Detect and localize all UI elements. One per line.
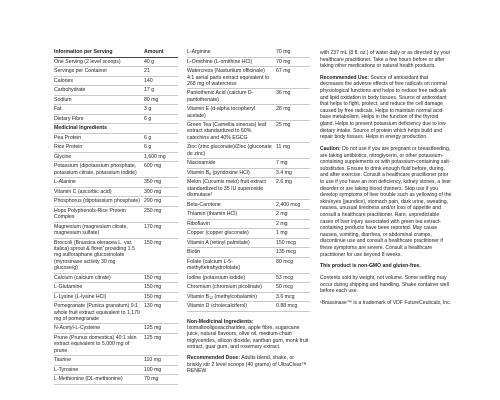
use-heading: Recommended Use: bbox=[320, 74, 369, 81]
ingredient-name: Vitamin A (retinyl palmitate) bbox=[187, 239, 250, 246]
ingredient-amount: 70 mg bbox=[276, 49, 291, 56]
ingredient-amount: 70 mg bbox=[276, 58, 291, 65]
ingredient-name: Rice Protein bbox=[54, 144, 83, 151]
ingredient-name: L-Arginine bbox=[187, 49, 211, 56]
table-row bbox=[187, 248, 310, 258]
vitamin-subscript: 12 bbox=[209, 295, 214, 300]
table-row bbox=[54, 223, 178, 239]
table-row bbox=[187, 302, 310, 312]
packaging-note: Contents sold by weight, not volume. Some settling may occur during shipping and handling. Shake container well before each use. bbox=[320, 274, 449, 295]
table-row bbox=[187, 89, 310, 105]
nutrition-table-left bbox=[54, 48, 178, 385]
ingredient-name: Vitamin D (cholecalciferol) bbox=[187, 303, 248, 310]
ingredient-amount: 2.6 mg bbox=[276, 179, 292, 186]
ingredient-name: Prune (Prunus domestica) 40:1 skin extract equivalent to 5,000 mg of prune bbox=[54, 334, 137, 354]
table-row bbox=[187, 274, 310, 284]
ingredient-amount: 70 mg bbox=[144, 376, 159, 383]
table-row bbox=[54, 115, 178, 125]
table-row bbox=[54, 143, 178, 153]
table-row bbox=[54, 86, 178, 96]
ingredient-amount: 125 mg bbox=[144, 325, 162, 332]
ingredient-amount: 2 mg bbox=[276, 211, 288, 218]
ingredient-amount: 7 mg bbox=[276, 160, 288, 167]
ingredient-amount: 11 mg bbox=[276, 144, 291, 151]
ingredient-amount: 350 mg bbox=[144, 179, 162, 186]
ingredient-amount: 67 mg bbox=[276, 68, 291, 75]
ingredient-name: Vitamin E (d-alpha tocopheryl acetate) bbox=[187, 106, 255, 119]
header-amount: Amount bbox=[144, 49, 164, 56]
table-row bbox=[187, 293, 310, 303]
table-row bbox=[187, 58, 310, 68]
ingredient-amount: 250 mg bbox=[144, 207, 162, 214]
non-medicinal-paragraph bbox=[187, 319, 310, 351]
ingredient-name: L-Methionine (DL-methionine) bbox=[54, 376, 123, 383]
column2-text bbox=[187, 319, 310, 375]
table-row bbox=[54, 105, 178, 115]
table-row bbox=[187, 121, 310, 143]
non-medicinal-text: Isomaltooligosaccharides, apple fibre, sugarcane juice, natural flavours, olive oil, medium-chain triglycerides, silicon dioxide, xanthan gum, monk fruit extract, guar gum, and rosemary extract. bbox=[187, 325, 309, 351]
table-row bbox=[54, 375, 178, 385]
non-medicinal-heading: Non-Medicinal Ingredients: bbox=[187, 318, 254, 325]
ingredient-name: Potassium (dipotassium phosphate, potassium citrate, potassium iodide) bbox=[54, 163, 137, 176]
dose-text: Adults blend, shake, or briskly stir 2 level scoops (40 grams) of UltraClear™ RENEW bbox=[187, 355, 307, 375]
ingredient-amount: 25 mg bbox=[276, 122, 291, 129]
ingredient-name: Pantothenic Acid (calcium D-pantothenate) bbox=[187, 90, 254, 103]
ingredient-amount: 1 mg bbox=[276, 230, 288, 237]
table-row bbox=[187, 178, 310, 200]
ingredient-name: Pea Protein bbox=[54, 134, 82, 141]
ingredient-name: Dietary Fibre bbox=[54, 115, 84, 122]
vitamin-subscript: 6 bbox=[209, 171, 212, 176]
ingredient-name: L-Tyrosine bbox=[54, 366, 79, 373]
ingredient-amount: 125 mg bbox=[144, 334, 162, 341]
table-row bbox=[187, 48, 310, 58]
ingredient-amount: 150 mg bbox=[144, 284, 162, 291]
ingredient-name: Niacinamide bbox=[187, 160, 216, 167]
ingredient-name: Watercress (Nasturtium officinale) 4:1 aerial parts extract equivalent to 268 mg of watercress bbox=[187, 68, 270, 87]
ingredient-name: Calories bbox=[54, 77, 74, 84]
ingredient-amount: 150 mg bbox=[144, 293, 162, 300]
table-row bbox=[187, 159, 310, 169]
dose-heading: Recommended Dose: bbox=[187, 355, 241, 362]
table-section-row bbox=[54, 124, 178, 134]
table-row bbox=[54, 188, 178, 198]
ingredient-name: L-Lysine (L-lysine HCl) bbox=[54, 293, 107, 300]
ingredient-amount: 150 mcg bbox=[276, 239, 296, 246]
ingredient-amount: 17 g bbox=[144, 87, 155, 94]
table-row bbox=[54, 239, 178, 274]
ingredient-amount: 36 mg bbox=[276, 90, 291, 97]
table-row bbox=[187, 229, 310, 239]
table-row bbox=[54, 207, 178, 223]
ingredient-name: Vitamin $B_{12}$ (methylcobalamin) bbox=[187, 293, 257, 300]
table-row bbox=[187, 239, 310, 249]
ingredient-amount: 100 mg bbox=[144, 366, 162, 373]
table-row bbox=[54, 67, 178, 77]
ingredient-amount: 6 g bbox=[144, 144, 152, 151]
table-header-row bbox=[54, 48, 178, 58]
ingredient-amount: 28 mg bbox=[276, 106, 291, 113]
ingredient-name: Copper (copper gluconate) bbox=[187, 230, 249, 237]
table-row bbox=[54, 58, 178, 68]
ingredient-amount: 40 g bbox=[144, 58, 155, 65]
table-row bbox=[187, 200, 310, 210]
trademark-note: ¹Brassinase™ is a trademark of VDF FutureCeuticals, Inc. bbox=[320, 299, 452, 306]
table-row bbox=[54, 334, 178, 356]
table-row bbox=[187, 210, 310, 220]
caution-heading: Caution: bbox=[320, 145, 341, 152]
ingredient-name: L-Ornithine (L-ornithine HCl) bbox=[187, 58, 253, 65]
ingredient-name: L-Alanine bbox=[54, 179, 76, 186]
table-row bbox=[54, 162, 178, 178]
ingredient-name: Vitamin C (ascorbic acid) bbox=[54, 188, 112, 195]
table-row bbox=[54, 324, 178, 334]
ingredient-name: L-Glutamine bbox=[54, 284, 83, 291]
table-row bbox=[187, 258, 310, 274]
ingredient-name: Phosphorus (dipotassium phosphate) bbox=[54, 198, 140, 205]
ingredient-name: Glycine bbox=[54, 153, 72, 160]
table-row bbox=[54, 366, 178, 376]
table-row bbox=[54, 178, 178, 188]
caution-text: Do not use if you are pregnant or breastfeeding, are taking antibiotics, nitroglycerin, or other potassium-containing supplements or with potassium-containing salt-substitutes. Ensure to drink enough fluid before, during, and after exercise. Consult a healthcare practitioner prior to use if you have an iron deficiency, kidney stones, a liver disorder or are taking blood thinners. Stop use if you develop symptoms of liver trouble such as yellowing of the skin/eyes (jaundice), stomach pain, dark urine, sweating, nausea, unusual tiredness and/or loss of appetite and consult a healthcare practitioner. Rare, unpredictable cases of liver injury associated with green tea extract-containing products have been reported. May cause nausea, vomiting, diarrhea, or abdominal cramps, discontinue use and consult a healthcare practitioner if these symptoms are severe. Consult a healthcare practitioner for use beyond 8 weeks. bbox=[320, 145, 452, 258]
table-row bbox=[187, 220, 310, 230]
table-row bbox=[54, 283, 178, 293]
ingredient-amount: 21 bbox=[144, 68, 150, 75]
ingredient-amount: 80 mg bbox=[144, 96, 159, 103]
ingredient-amount: 3 g bbox=[144, 106, 152, 113]
ingredient-amount: 290 mg bbox=[144, 198, 162, 205]
table-row bbox=[54, 96, 178, 106]
ingredient-name: Servings per Container bbox=[54, 68, 108, 75]
nutrition-table-right-column bbox=[187, 48, 310, 379]
ingredient-amount: 135 mcg bbox=[276, 249, 296, 256]
ingredient-name: Fat bbox=[54, 106, 62, 113]
table-row bbox=[187, 169, 310, 179]
gmo-statement: This product is non-GMO and gluten-free. bbox=[320, 263, 421, 270]
dose-continued: with 237 mL (8 fl. oz.) of water daily or as directed by your healthcare practitioner. Take a few hours before or after taking other medications or natural health products. bbox=[320, 50, 451, 70]
ingredient-amount: 6 g bbox=[144, 115, 152, 122]
ingredient-name: Broccoli (Brassica oleracea L. var. italica) sprout & floret' providing 1.5 mg sulforaphane glucosinolate (myrosinase activity 30 mg glucose/g) bbox=[54, 239, 135, 272]
table-row bbox=[54, 134, 178, 144]
directions-column bbox=[320, 50, 453, 311]
ingredient-name: Melon (Cucumis melo) fruit extract standardized to 35 IU superoxide dismutase² bbox=[187, 179, 266, 198]
ingredient-amount: 170 mg bbox=[144, 223, 162, 230]
table-row bbox=[54, 293, 178, 303]
ingredient-amount: 150 mg bbox=[144, 274, 162, 281]
ingredient-name: Medicinal Ingredients bbox=[54, 125, 108, 132]
ingredient-amount: 110 mg bbox=[144, 357, 161, 364]
ingredient-name: Vitamin $B_6$ (pyridoxine HCl) bbox=[187, 169, 250, 176]
table-row bbox=[54, 274, 178, 284]
table-row bbox=[187, 105, 310, 121]
ingredient-name: Calcium (calcium citrate) bbox=[54, 274, 111, 281]
ingredient-name: Green Tea (Camellia sinensis) leaf extract standardized to 60% catechins and 40% EGCG bbox=[187, 122, 267, 141]
use-text: Source of antioxidant that decreases the adverse effects of free radicals on normal physiological functions and helps to reduce free radicals and lipid oxidation in body tissues. Source of antioxidant that helps to fight, protect, and reduce the cell damage caused by free radicals. Helps to maintain normal acid-base metabolism. Helps in the function of the thyroid gland. Helps to prevent potassium deficiency due to low dietary intake. Source of protein which helps build and repair body tissues. Helps in energy production. bbox=[320, 74, 447, 141]
ingredient-name: Pomegranate (Punica granatum) 9:1 whole fruit extract equivalent to 1,170 mg of pomegranate bbox=[54, 303, 140, 322]
ingredient-name: Beta-Carotene bbox=[187, 201, 221, 208]
ingredient-name: N-Acetyl-L-Cysteine bbox=[54, 325, 101, 332]
ingredient-amount: 3.6 mcg bbox=[276, 293, 295, 300]
ingredient-amount: 130 mg bbox=[144, 303, 162, 310]
table-row bbox=[54, 302, 178, 324]
ingredient-amount: 50 mcg bbox=[276, 284, 294, 291]
ingredient-amount: 0.88 mcg bbox=[276, 303, 298, 310]
ingredient-name: Zinc (zinc gluconate)/Zinc (gluconate de zinc) bbox=[187, 144, 272, 157]
ingredient-name: Thiamin (thiamin HCl) bbox=[187, 211, 238, 218]
ingredient-name: Biotin bbox=[187, 249, 200, 256]
table-rows-right bbox=[187, 48, 310, 312]
ingredient-amount: 2,400 mcg bbox=[276, 201, 301, 208]
table-rows-left bbox=[54, 58, 178, 385]
table-row bbox=[187, 283, 310, 293]
ingredient-amount: 53 mcg bbox=[276, 274, 294, 281]
ingredient-name: Folate (calcium L-5-methyltetrahydrofolate) bbox=[187, 258, 241, 272]
ingredient-name: One Serving (2 level scoops) bbox=[54, 58, 121, 65]
ingredient-amount: 80 mcg bbox=[276, 258, 294, 265]
ingredient-amount: 150 mg bbox=[144, 239, 162, 246]
table-row bbox=[54, 356, 178, 366]
ingredient-name: Carbohydrate bbox=[54, 87, 86, 94]
ingredient-name: Chromium (chromium picolinate) bbox=[187, 284, 262, 291]
header-name: Information per Serving bbox=[54, 49, 113, 56]
ingredient-amount: 140 bbox=[144, 77, 153, 84]
table-row bbox=[54, 77, 178, 87]
dose-paragraph bbox=[187, 355, 310, 374]
ingredient-name: Taurine bbox=[54, 357, 72, 364]
ingredient-name: Sodium bbox=[54, 96, 72, 103]
ingredient-amount: 3.4 mg bbox=[276, 169, 292, 176]
ingredient-name: Iodine (potassium iodide) bbox=[187, 274, 245, 281]
caution-paragraph bbox=[320, 146, 453, 258]
ingredient-amount: 6 g bbox=[144, 134, 152, 141]
use-paragraph bbox=[320, 75, 453, 141]
ingredient-name: Hops Polyphenols-Rice Protein Complex bbox=[54, 207, 126, 221]
table-row bbox=[54, 153, 178, 163]
table-row bbox=[187, 143, 310, 159]
table-row bbox=[54, 197, 178, 207]
ingredient-name: Riboflavin bbox=[187, 220, 210, 227]
ingredient-amount: 1,600 mg bbox=[144, 153, 166, 160]
ingredient-name: Magnesium (magnesium citrate, magnesium sulfate) bbox=[54, 223, 128, 237]
table-row bbox=[187, 67, 310, 89]
ingredient-amount: 300 mg bbox=[144, 188, 162, 195]
ingredient-amount: 2 mg bbox=[276, 220, 288, 227]
ingredient-amount: 600 mg bbox=[144, 163, 162, 170]
